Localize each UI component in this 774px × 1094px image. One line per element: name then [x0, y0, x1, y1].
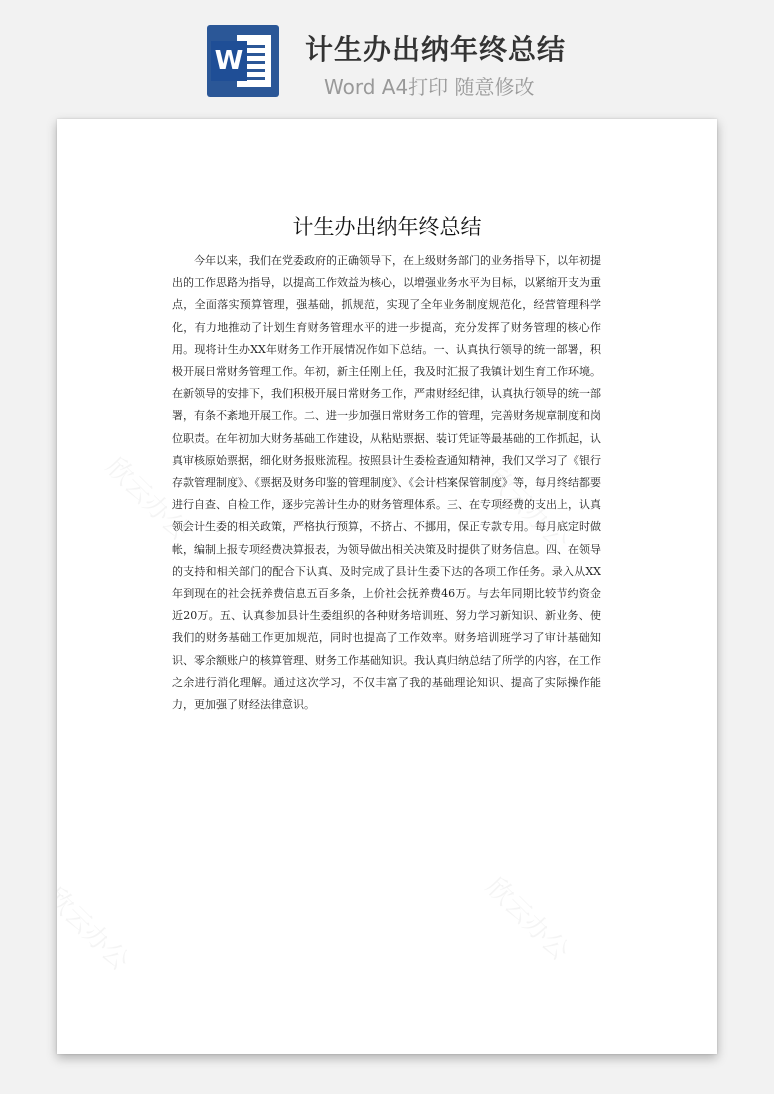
preview-header — [0, 0, 774, 110]
watermark — [479, 868, 579, 968]
header-title: 计生办出纳年终总结 — [305, 33, 567, 66]
document-body: 今年以来，我们在党委政府的正确领导下，在上级财务部门的业务指导下，以年初提出的工作思路为指导，以提高工作效益为核心，以增强业务水平为目标，以紧缩开支为重点，全面落实预算管理，强基础，抓规范，实现了全年业务制度规范化，经营管理科学化，有力地推动了计划生育财务管理水平的进一步提高，充分发挥了财务管理的核心作用。现将计生办XX年财务工作开展情况作如下总结。一、认真执行领导的统一部署，积极开展日常财务管理工作。年初，新主任刚上任，我及时汇报了我镇计划生育工作环境。在新领导的安排下，我们积极开展日常财务工作，严肃财经纪律，认真执行领导的统一部署，有条不紊地开展工作。二、进一步加强日常财务工作的管理，完善财务规章制度和岗位职责。在年初加大财务基础工作建设，从粘贴票据、装订凭证等最基础的工作抓起，认真审核原始票据，细化财务报账流程。按照县计生委检查通知精神，我们又学习了《银行存款管理制度》、《票据及财务印鉴的管理制度》、《会计档案保管制度》等，每月终结都要进行自查、自检工作，逐步完善计生办的财务管理体系。三、在专项经费的支出上，认真领会计生委的相关政策，严格执行预算，不挤占、不挪用，保正专款专用。每月底定时做帐，编制上报专项经费决算报表，为领导做出相关决策及时提供了财务信息。四、在领导的支持和相关部门的配合下认真、及时完成了县计生委下达的各项工作任务。录入从XX年到现在的社会抚养费信息五百多条，上价社会抚养费46万。与去年同期比较节约资金近20万。五、认真参加县计生委组织的各种财务培训班、努力学习新知识、新业务、使我们的财务基础工作更加规范，同时也提高了工作效率。财务培训班学习了审计基础知识、零余额账户的核算管理、财务工作基础知识。我认真归纳总结了所学的内容，在工作之余进行消化理解。通过这次学习，不仅丰富了我的基础理论知识、提高了实际操作能力，更加强了财经法律意识。 — [172, 254, 601, 712]
word-document-icon — [207, 25, 279, 97]
document-title: 计生办出纳年终总结 — [292, 215, 482, 239]
header-subtitle: Word A4打印 随意修改 — [324, 75, 535, 99]
word-letter: W — [211, 41, 247, 81]
watermark — [57, 878, 139, 978]
document-page — [57, 119, 717, 1054]
